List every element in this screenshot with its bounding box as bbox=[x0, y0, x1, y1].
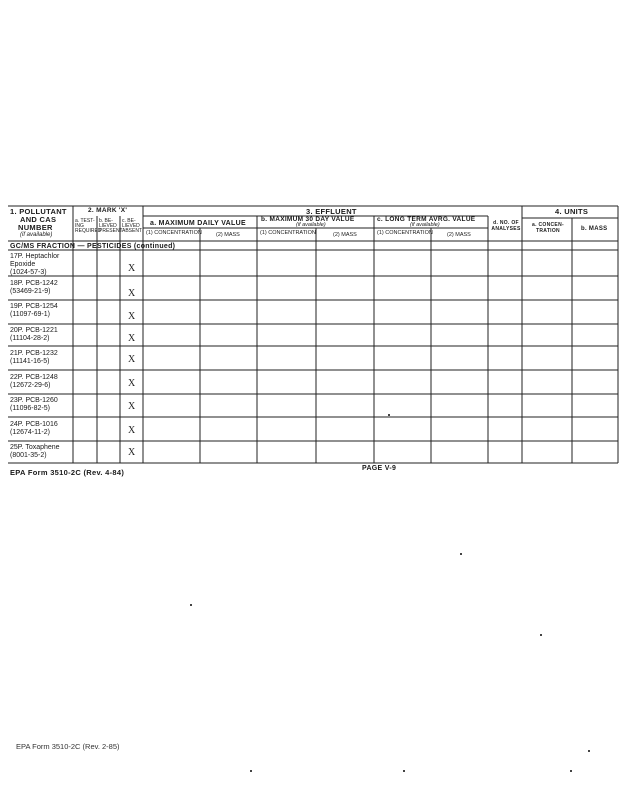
scan-speck bbox=[460, 553, 462, 555]
row-label-line2: Epoxide bbox=[10, 261, 36, 268]
footer-form-number: EPA Form 3510-2C (Rev. 4-84) bbox=[10, 468, 125, 477]
row-label-line2: (11104-28-2) bbox=[10, 335, 50, 342]
header-max-30day: b. MAXIMUM 30 DAY VALUE bbox=[261, 216, 355, 223]
believed-absent-mark: X bbox=[128, 425, 136, 436]
header-pollutant: 1. POLLUTANT bbox=[10, 207, 67, 216]
header-mark-x: 2. MARK 'X' bbox=[88, 207, 128, 214]
believed-absent-mark: X bbox=[128, 333, 136, 344]
believed-absent-mark: X bbox=[128, 263, 136, 274]
header-col-b: b. BE-LIEVED PRESENT bbox=[99, 218, 123, 234]
header-30day-conc: (1) CONCENTRATION bbox=[260, 230, 316, 236]
header-and-cas: AND CAS bbox=[20, 215, 57, 224]
believed-absent-mark: X bbox=[128, 447, 136, 458]
header-units-conc: a. CONCEN-TRATION bbox=[532, 222, 564, 234]
header-if-available: (if available) bbox=[20, 232, 53, 238]
row-label-line1: 22P. PCB-1248 bbox=[10, 374, 58, 381]
header-units: 4. UNITS bbox=[555, 207, 589, 216]
believed-absent-mark: X bbox=[128, 354, 136, 365]
row-label-line1: 21P. PCB-1232 bbox=[10, 350, 58, 357]
scan-speck bbox=[588, 750, 590, 752]
scan-speck bbox=[540, 634, 542, 636]
header-longterm-conc: (1) CONCENTRATION bbox=[377, 230, 433, 236]
header-max-daily: a. MAXIMUM DAILY VALUE bbox=[150, 220, 246, 227]
header-max-daily-conc: (1) CONCENTRATION bbox=[146, 230, 202, 236]
row-label-line2: (11141-16-5) bbox=[10, 358, 50, 365]
header-units-mass: b. MASS bbox=[581, 226, 608, 232]
row-label-line2: (12672-29-6) bbox=[10, 382, 51, 389]
scan-speck bbox=[570, 770, 572, 772]
header-long-term-note: (if available) bbox=[410, 222, 440, 228]
header-col-a: a. TEST-ING REQUIRED bbox=[75, 218, 102, 234]
row-label-line2: (11096-82-5) bbox=[10, 405, 50, 412]
scan-speck bbox=[388, 414, 390, 416]
row-label-line1: 25P. Toxaphene bbox=[10, 444, 60, 451]
scan-speck bbox=[250, 770, 252, 772]
row-label-line1: 17P. Heptachlor bbox=[10, 253, 60, 260]
header-longterm-mass: (2) MASS bbox=[447, 232, 471, 238]
header-no-analyses: d. NO. OF ANALYSES bbox=[491, 220, 521, 232]
row-label-line1: 20P. PCB-1221 bbox=[10, 327, 58, 334]
believed-absent-mark: X bbox=[128, 378, 136, 389]
header-long-term: c. LONG TERM AVRG. VALUE bbox=[377, 216, 476, 223]
row-label-line2: (12674-11-2) bbox=[10, 429, 50, 436]
scan-speck bbox=[190, 604, 192, 606]
header-30day-mass: (2) MASS bbox=[333, 232, 357, 238]
row-label-line1: 18P. PCB-1242 bbox=[10, 280, 58, 287]
row-label-line2: (8001-35-2) bbox=[10, 452, 47, 459]
scan-speck bbox=[403, 770, 405, 772]
header-col-c: c. BE-LIEVED ABSENT bbox=[122, 218, 143, 234]
header-max-daily-mass: (2) MASS bbox=[216, 232, 240, 238]
row-label-line2: (11097-69-1) bbox=[10, 311, 50, 318]
row-label-line2: (53469-21-9) bbox=[10, 288, 51, 295]
bottom-form-number: EPA Form 3510-2C (Rev. 2-85) bbox=[16, 742, 120, 751]
believed-absent-mark: X bbox=[128, 288, 136, 299]
row-label-line1: 23P. PCB-1260 bbox=[10, 397, 58, 404]
header-effluent: 3. EFFLUENT bbox=[306, 207, 357, 216]
believed-absent-mark: X bbox=[128, 311, 136, 322]
section-title: GC/MS FRACTION — PESTICIDES (continued) bbox=[10, 243, 176, 250]
row-label-line1: 24P. PCB-1016 bbox=[10, 421, 58, 428]
header-number: NUMBER bbox=[18, 223, 53, 232]
row-label-line3: (1024-57-3) bbox=[10, 269, 47, 276]
footer-page-number: PAGE V-9 bbox=[362, 465, 397, 472]
believed-absent-mark: X bbox=[128, 401, 136, 412]
row-label-line1: 19P. PCB-1254 bbox=[10, 303, 58, 310]
header-max-30day-note: (if available) bbox=[296, 222, 326, 228]
